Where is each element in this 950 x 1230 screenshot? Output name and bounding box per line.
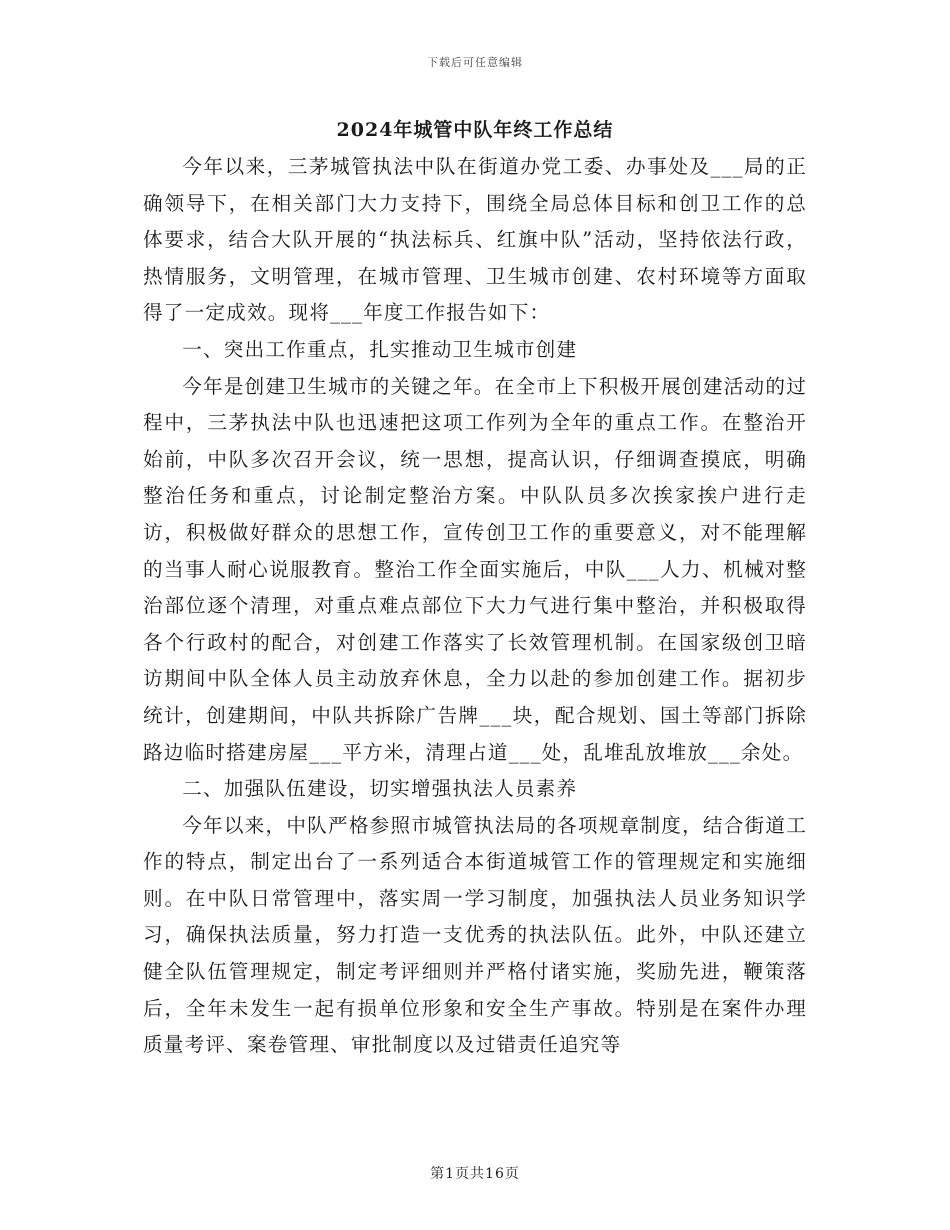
page-footer: 第1页共16页 bbox=[430, 1166, 520, 1182]
header-note: 下载后可任意编辑 bbox=[427, 56, 523, 69]
intro-paragraph: 今年以来，三茅城管执法中队在街道办党工委、办事处及___局的正确领导下，在相关部门大力支持下，围绕全局总体目标和创卫工作的总体要求，结合大队开展的“执法标兵、红旗中队”活动，坚持依法行政，热情服务，文明管理，在城市管理、卫生城市创建、农村环境等方面取得了一定成效。现将___年度工作报告如下： bbox=[143, 155, 807, 325]
document-body bbox=[143, 149, 807, 1064]
section-2-paragraph: 今年以来，中队严格参照市城管执法局的各项规章制度，结合街道工作的特点，制定出台了一系列适合本街道城管工作的管理规定和实施细则。在中队日常管理中，落实周一学习制度，加强执法人员业务知识学习，确保执法质量，努力打造一支优秀的执法队伍。此外，中队还建立健全队伍管理规定，制定考评细则并严格付诸实施，奖励先进，鞭策落后，全年未发生一起有损单位形象和安全生产事故。特别是在案件办理质量考评、案卷管理、审批制度以及过错责任追究等 bbox=[143, 813, 807, 1057]
section-1-paragraph: 今年是创建卫生城市的关键之年。在全市上下积极开展创建活动的过程中，三茅执法中队也迅速把这项工作列为全年的重点工作。在整治开始前，中队多次召开会议，统一思想，提高认识，仔细调查摸底，明确整治任务和重点，讨论制定整治方案。中队队员多次挨家挨户进行走访，积极做好群众的思想工作，宣传创卫工作的重要意义，对不能理解的当事人耐心说服教育。整治工作全面实施后，中队___人力、机械对整治部位逐个清理，对重点难点部位下大力气进行集中整治，并积极取得各个行政村的配合，对创建工作落实了长效管理机制。在国家级创卫暗访期间中队全体人员主动放弃休息，全力以赴的参加创建工作。据初步统计，创建期间，中队共拆除广告牌___块，配合规划、国土等部门拆除路边临时搭建房屋___平方米，清理占道___处，乱堆乱放堆放___余处。 bbox=[143, 374, 807, 764]
document-title: 2024年城管中队年终工作总结 bbox=[336, 119, 614, 141]
section-heading-2: 二、加强队伍建设，切实增强执法人员素养 bbox=[182, 777, 578, 801]
section-heading-1: 一、突出工作重点，扎实推动卫生城市创建 bbox=[182, 337, 578, 361]
